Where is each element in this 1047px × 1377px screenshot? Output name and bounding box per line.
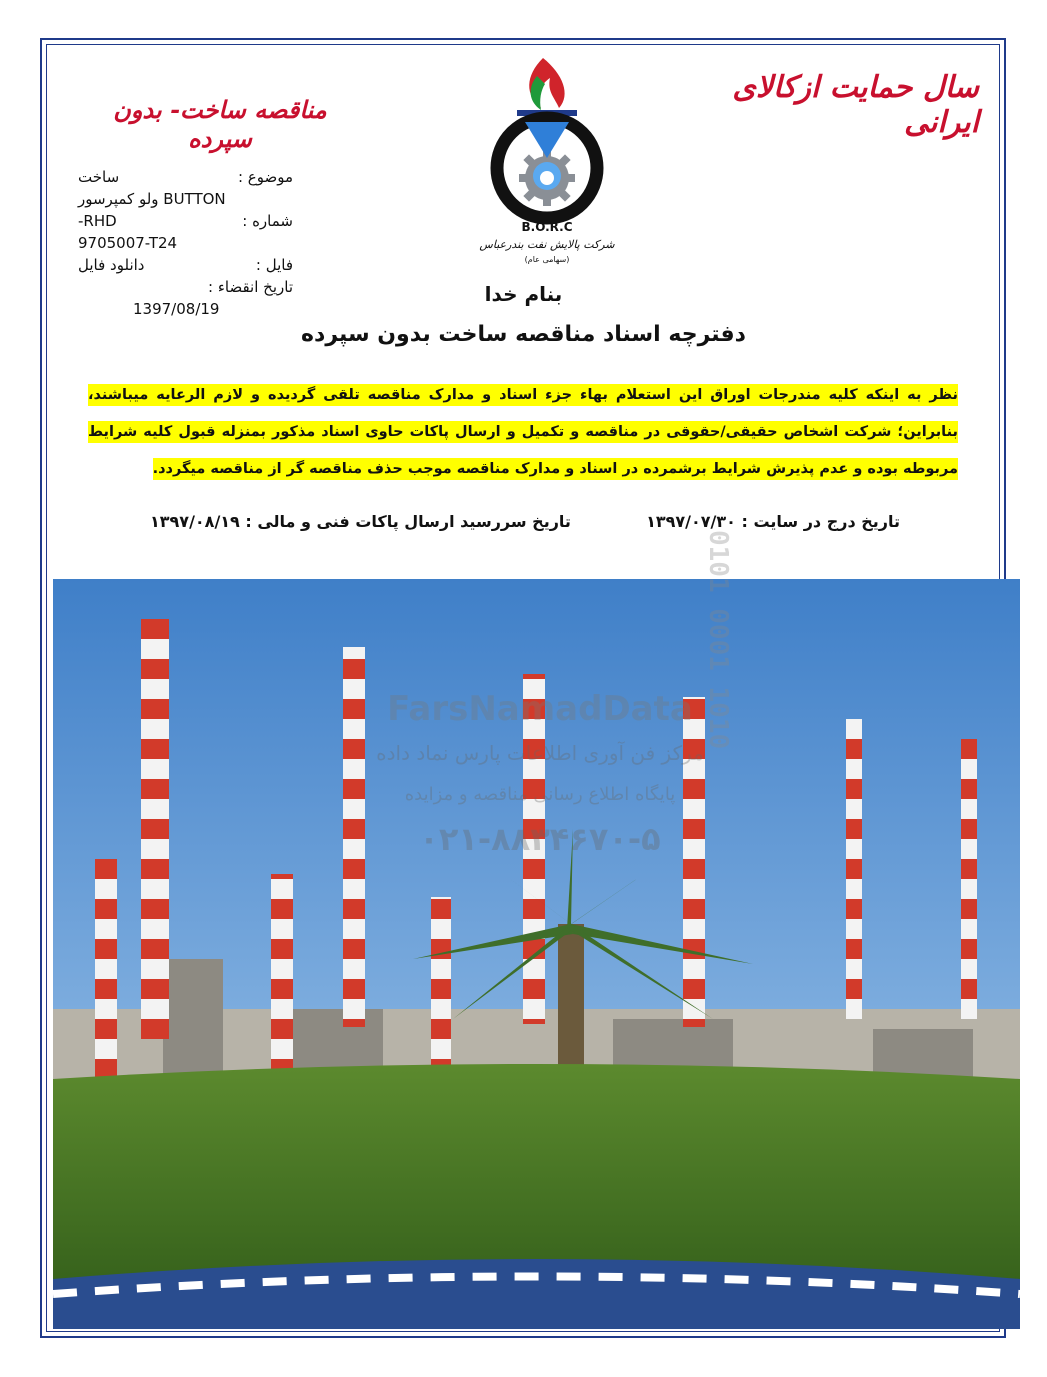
- expiry-value: 1397/08/19: [133, 300, 220, 318]
- notice-paragraph: [88, 377, 958, 488]
- logo-company-name: شرکت پالایش نفت بندرعباس: [479, 238, 615, 251]
- logo-company-type: (سهامی عام): [524, 255, 570, 264]
- posted-date: تاریخ درج در سایت : ۱۳۹۷/۰۷/۳۰: [646, 512, 900, 531]
- watermark-binary: 0101 0001 1010: [703, 530, 733, 750]
- slogan: سال حمایت ازکالای ایرانی: [732, 70, 979, 140]
- subject-value: ساخت: [78, 168, 120, 186]
- number-label: شماره :: [242, 212, 293, 230]
- refinery-photo: [53, 579, 1020, 1329]
- company-logo: [455, 50, 640, 265]
- oil-drop-icon: [525, 122, 569, 158]
- number-value: RHD-: [78, 212, 117, 230]
- logo-abbreviation: B.O.R.C: [521, 220, 573, 234]
- download-file-link[interactable]: دانلود فایل: [78, 256, 145, 274]
- dates-row: [150, 512, 900, 531]
- watermark-brand: FarsNamadData: [387, 689, 693, 729]
- bism-heading: بنام خدا: [484, 282, 563, 306]
- subject-label: موضوع :: [237, 168, 293, 186]
- watermark-line2: پایگاه اطلاع رسانی مناقصه و مزایده: [404, 784, 676, 805]
- subject-value-line2: ولو کمپرسور BUTTON: [78, 190, 226, 208]
- watermark-line1: مرکز فن آوری اطلاعات پارس نماد داده: [376, 741, 704, 765]
- document-title: دفترچه اسناد مناقصه ساخت بدون سپرده: [301, 322, 746, 347]
- tender-type-heading: مناقصه ساخت- بدون سپرده: [113, 95, 327, 153]
- expiry-label: تاریخ انقضاء :: [208, 278, 293, 296]
- notice-text: نظر به اینکه کلیه مندرجات اوراق این استعلام بهاء جزء اسناد و مدارک مناقصه تلقی گردیده و لازم الرعایه میباشند، بنابراین؛ شرکت اشخاص حقیقی/حقوقی در مناقصه و تکمیل و ارسال پاکات حاوی اسناد مذکور بمنزله قبول کلیه شرایط مربوطه بوده و عدم پذیرش شرایط برشمرده در اسناد و مدارک مناقصه موجب حذف مناقصه گر از مناقصه میگردد.: [88, 384, 958, 480]
- deadline-date: تاریخ سررسید ارسال پاکات فنی و مالی : ۱۳۹۷/۰۸/۱۹: [150, 512, 571, 531]
- file-label: فایل :: [255, 256, 293, 274]
- number-value-line2: 9705007-T24: [78, 234, 178, 252]
- watermark-phone: ۰۲۱-۸۸۳۴۶۷۰-۵: [419, 820, 661, 858]
